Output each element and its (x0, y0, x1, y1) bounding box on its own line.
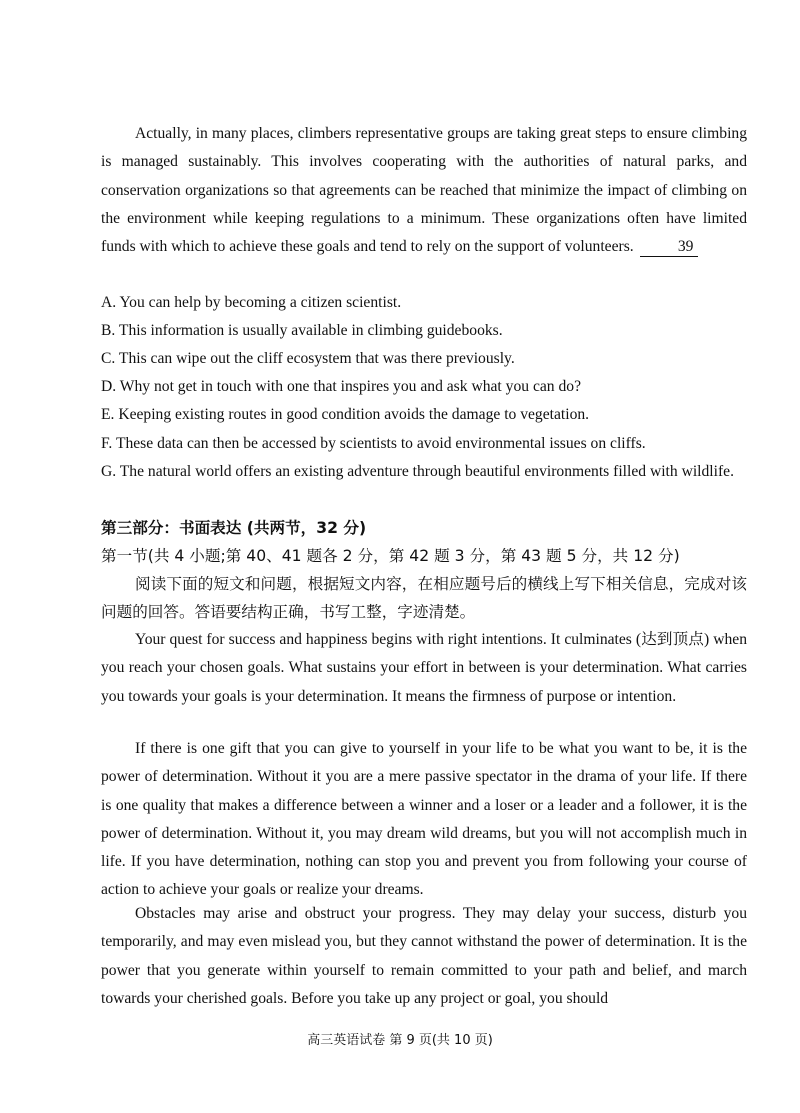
section1-heading: 第一节(共 4 小题;第 40、41 题各 2 分，第 42 题 3 分，第 43 题 5 分，共 12 分) (101, 547, 680, 565)
page-footer: 高三英语试卷 第 9 页(共 10 页) (307, 1033, 493, 1048)
answer-blank-39: 39 (640, 238, 698, 257)
part3-title: 第三部分：书面表达 (共两节，32 分) (101, 519, 367, 537)
option-b: B. This information is usually available in climbing guidebooks. (101, 322, 503, 339)
reading-paragraph-3: Obstacles may arise and obstruct your progress. They may delay your success, disturb you temporarily, and may even mislead you, but they cannot withstand the power of determination. It is the power that you generate within yourself to remain committed to your path and belief, and march towards your cherished goals. Before you take up any project or goal, you should (101, 905, 747, 1007)
option-g: G. The natural world offers an existing adventure through beautiful environments filled with wildlife. (101, 463, 734, 480)
option-e: E. Keeping existing routes in good condition avoids the damage to vegetation. (101, 406, 590, 423)
option-f: F. These data can then be accessed by scientists to avoid environmental issues on cliffs. (101, 435, 646, 452)
passage-final-paragraph (101, 120, 747, 261)
option-c: C. This can wipe out the cliff ecosystem that was there previously. (101, 350, 515, 367)
reading-paragraph-1: Your quest for success and happiness begins with right intentions. It culminates (达到顶点) when you reach your chosen goals. What sustains your effort in between is your determination. What carries you towards your goals is your determination. It means the firmness of purpose or intention. (101, 631, 747, 705)
passage-text: Actually, in many places, climbers representative groups are taking great steps to ensure climbing is managed sustainably. This involves cooperating with the authorities of natural parks, and conservation organizations so that agreements can be reached that minimize the impact of climbing on the environment while keeping regulations to a minimum. These organizations often have limited funds with which to achieve these goals and tend to rely on the support of volunteers. (101, 125, 747, 256)
reading-paragraph-2: If there is one gift that you can give to yourself in your life to be what you want to be, it is the power of determination. Without it you are a mere passive spectator in the drama of your life. If there is one quality that makes a difference between a winner and a loser or a leader and a follower, it is the power of determination. Without it, you may dream wild dreams, but you will not accomplish much in life. If you have determination, nothing can stop you and prevent you from following your course of action to achieve your goals or realize your dreams. (101, 740, 747, 899)
option-d: D. Why not get in touch with one that inspires you and ask what you can do? (101, 378, 581, 395)
option-a: A. You can help by becoming a citizen scientist. (101, 294, 402, 311)
section1-instruction: 阅读下面的短文和问题，根据短文内容，在相应题号后的横线上写下相关信息，完成对该问题的回答。答语要结构正确，书写工整，字迹清楚。 (101, 575, 747, 622)
